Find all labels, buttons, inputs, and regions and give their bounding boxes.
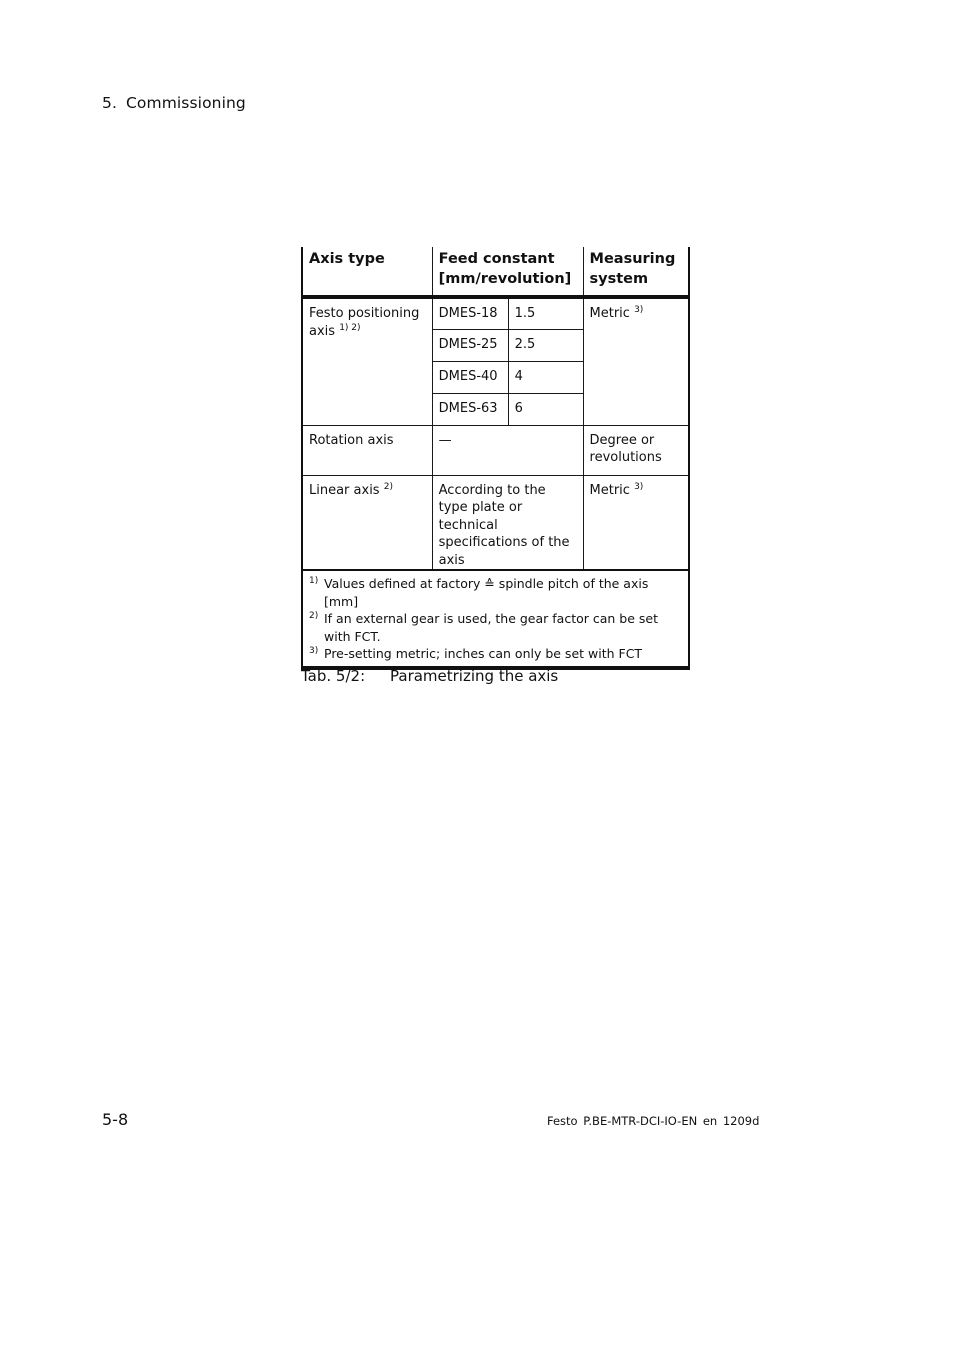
- footnote-mark: 2): [309, 611, 319, 621]
- section-title: Commissioning: [126, 94, 246, 112]
- feed-value-cell: 4: [508, 361, 583, 393]
- footnote-mark: 1): [309, 576, 319, 586]
- page-number: 5-8: [102, 1110, 129, 1129]
- footnotes-cell: [302, 570, 689, 668]
- footnote-text: Values defined at factory ≙ spindle pitch of the axis [mm]: [324, 576, 649, 609]
- footnote-text: Pre-setting metric; inches can only be set with FCT: [324, 646, 643, 661]
- footnote: [309, 575, 682, 610]
- footnotes-row: [302, 570, 689, 668]
- linear-measuring-cell: Metric $^{3)}$: [583, 475, 689, 570]
- rotation-feed-cell: —: [432, 425, 583, 475]
- festo-axis-type-cell: Festo positioning axis $^{1) 2)}$: [302, 297, 432, 425]
- type-name-cell: DMES-40: [432, 361, 508, 393]
- table-header-row: [302, 247, 689, 297]
- caption-text: Parametrizing the axis: [390, 667, 559, 685]
- footnote-mark: 3): [309, 646, 319, 656]
- type-name-cell: DMES-25: [432, 329, 508, 361]
- feed-value-cell: 1.5: [508, 297, 583, 329]
- footnote: [309, 645, 682, 663]
- table-row: [302, 475, 689, 570]
- linear-feed-cell: According to the type plate or technical specifications of the axis: [432, 475, 583, 570]
- rotation-measuring-cell: Degree or revolutions: [583, 425, 689, 475]
- document-id: Festo P.BE-MTR-DCI-IO-EN en 1209d: [547, 1114, 760, 1128]
- header-axis-type: Axis type: [302, 247, 432, 297]
- table-row: [302, 297, 689, 329]
- caption-label: Tab. 5/2:: [301, 667, 366, 685]
- header-feed-constant: Feed constant [mm/revolution]: [432, 247, 583, 297]
- footnote: [309, 610, 682, 645]
- footnote-text: If an external gear is used, the gear factor can be set with FCT.: [324, 611, 658, 644]
- section-header: [102, 94, 246, 112]
- feed-value-cell: 6: [508, 393, 583, 425]
- table-caption: [301, 667, 558, 685]
- type-name-cell: DMES-63: [432, 393, 508, 425]
- table-row: [302, 425, 689, 475]
- feed-value-cell: 2.5: [508, 329, 583, 361]
- type-name-cell: DMES-18: [432, 297, 508, 329]
- festo-measuring-cell: Metric $^{3)}$: [583, 297, 689, 425]
- rotation-axis-type-cell: Rotation axis: [302, 425, 432, 475]
- linear-axis-type-cell: Linear axis $^{2)}$: [302, 475, 432, 570]
- axis-parameter-table: [301, 247, 690, 670]
- section-number: 5.: [102, 94, 117, 112]
- header-measuring-system: Measuring system: [583, 247, 689, 297]
